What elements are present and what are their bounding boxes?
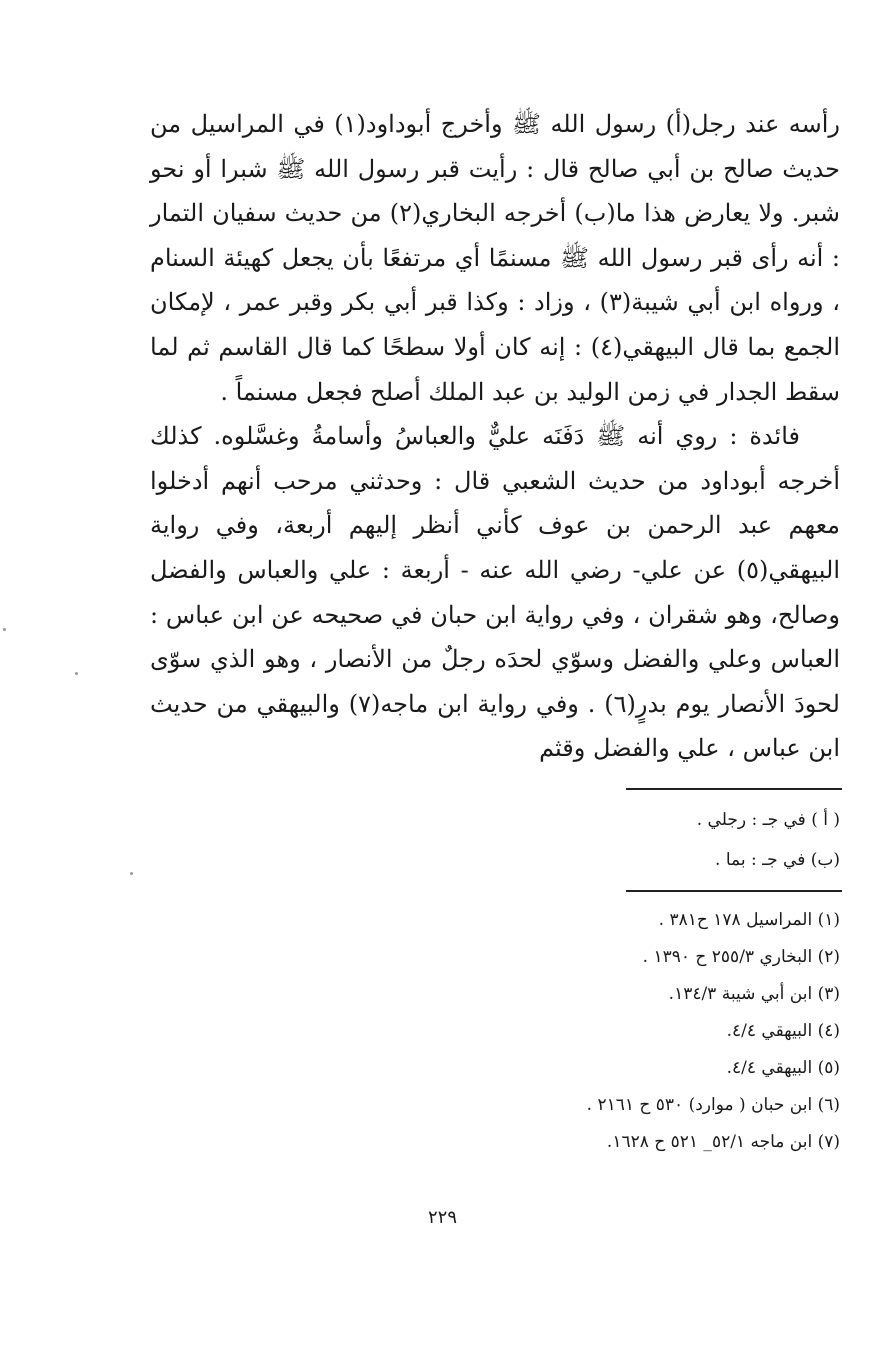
footnote-5: (٥) البيهقي ٤/٤. <box>726 1058 840 1078</box>
variant-notes <box>300 800 840 880</box>
footnote-2: (٢) البخاري ٢٥٥/٣ ح ١٣٩٠ . <box>642 947 840 967</box>
footnote-separator-top <box>626 788 842 790</box>
main-text <box>150 102 840 771</box>
variant-note-a: ( أ ) في جـ : رجلي . <box>696 810 840 830</box>
footnote-1: (١) المراسيل ١٧٨ ح٣٨١ . <box>658 910 840 930</box>
scan-speck <box>3 628 6 631</box>
footnote-4: (٤) البيهقي ٤/٤. <box>726 1021 840 1041</box>
scan-speck <box>130 872 133 875</box>
page-number: ٢٢٩ <box>427 1207 457 1228</box>
footnote-6: (٦) ابن حبان ( موارد) ٥٣٠ ح ٢١٦١ . <box>586 1095 840 1115</box>
reference-footnotes <box>300 902 840 1161</box>
footnote-3: (٣) ابن أبي شيبة ١٣٤/٣. <box>668 984 840 1004</box>
paragraph-1: رأسه عند رجل(أ) رسول الله ﷺ وأخرج أبوداود(١) في المراسيل من حديث صالح بن أبي صالح قال : رأيت قبر رسول الله ﷺ شبرا أو نحو شبر. ولا يعارض هذا ما(ب) أخرجه البخاري(٢) من حديث سفيان التمار : أنه رأى قبر رسول الله ﷺ مسنمًا أي مرتفعًا بأن يجعل كهيئة السنام ، ورواه ابن أبي شيبة(٣) ، وزاد : وكذا قبر أبي بكر وقبر عمر ، لإمكان الجمع بما قال البيهقي(٤) : إنه كان أولا سطحًا كما قال القاسم ثم لما سقط الجدار في زمن الوليد بن عبد الملك أصلح فجعل مسنماً . <box>150 110 840 406</box>
variant-note-b: (ب) في جـ : بما . <box>715 850 840 870</box>
footnote-separator-middle <box>626 890 842 892</box>
footnote-7: (٧) ابن ماجه ٥٢/١_ ٥٢١ ح ١٦٢٨. <box>606 1132 840 1152</box>
paragraph-2: فائدة : روي أنه ﷺ دَفَنَه عليٌّ والعباسُ وأسامةُ وغسَّلوه. كذلك أخرجه أبوداود من حديث الشعبي قال : وحدثني مرحب أنهم أدخلوا معهم عبد الرحمن بن عوف كأني أنظر إليهم أربعة، وفي رواية البيهقي(٥) عن علي- رضي الله عنه - أربعة : علي والعباس والفضل وصالح، وهو شقران ، وفي رواية ابن حبان في صحيحه عن ابن عباس : العباس وعلي والفضل وسوّي لحدَه رجلٌ من الأنصار ، وهو الذي سوّى لحودَ الأنصار يوم بدرٍ(٦) . وفي رواية ابن ماجه(٧) والبيهقي من حديث ابن عباس ، علي والفضل وقثم <box>150 422 840 763</box>
scan-speck <box>75 672 78 675</box>
